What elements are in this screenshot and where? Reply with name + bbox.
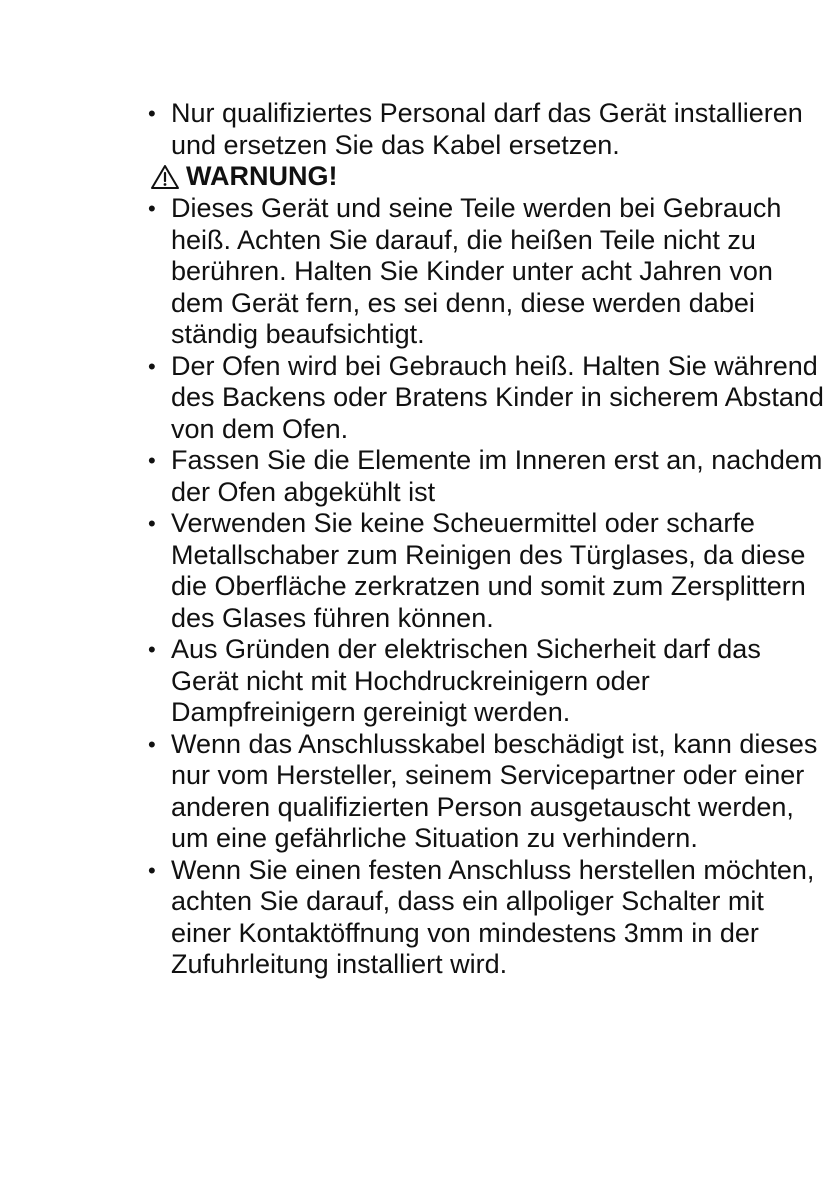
list-item xyxy=(146,634,826,729)
warning-label: WARNUNG! xyxy=(186,161,338,192)
list-item-text: Wenn Sie einen festen Anschluss herstellen möchten, achten Sie darauf, dass ein allpoliger Schalter mit einer Kontaktöffnung von mindestens 3mm in der Zufuhrleitung installiert wird. xyxy=(171,854,815,979)
bullet-list-intro xyxy=(146,98,826,161)
list-item-text: Wenn das Anschlusskabel beschädigt ist, kann dieses nur vom Hersteller, seinem Servicepartner oder einer anderen qualifizierten Person ausgetauscht werden, um eine gefährliche Situation zu verhindern. xyxy=(171,728,818,853)
bullet-dot: • xyxy=(148,637,156,662)
list-item-text: Aus Gründen der elektrischen Sicherheit darf das Gerät nicht mit Hochdruckreinigern oder Dampfreinigern gereinigt werden. xyxy=(171,634,761,727)
bullet-dot: • xyxy=(148,857,156,883)
list-item xyxy=(146,98,826,161)
list-item-text: Der Ofen wird bei Gebrauch heiß. Halten Sie während des Backens oder Bratens Kinder in sicherem Abstand von dem Ofen. xyxy=(171,350,824,444)
bullet-dot: • xyxy=(148,511,156,536)
bullet-dot: • xyxy=(148,101,156,126)
list-item xyxy=(146,445,826,508)
list-item-text: Dieses Gerät und seine Teile werden bei Gebrauch heiß. Achten Sie darauf, die heißen Teile nicht zu berühren. Halten Sie Kinder unter acht Jahren von dem Gerät fern, es sei denn, diese werden dabei ständig beaufsichtigt. xyxy=(171,193,782,349)
list-item-text: Verwenden Sie keine Scheuermittel oder scharfe Metallschaber zum Reinigen des Türglases, da diese die Oberfläche zerkratzen und somit zum Zersplittern des Glases führen können. xyxy=(171,508,806,633)
list-item xyxy=(146,351,826,446)
list-item xyxy=(146,729,826,855)
document-body xyxy=(146,98,826,981)
bullet-dot: • xyxy=(148,353,156,379)
list-item xyxy=(146,508,826,634)
bullet-dot: • xyxy=(148,196,156,221)
warning-heading xyxy=(146,161,826,193)
list-item xyxy=(146,855,826,981)
list-item-text: Fassen Sie die Elemente im Inneren erst an, nachdem der Ofen abgekühlt ist xyxy=(171,445,823,507)
bullet-dot: • xyxy=(148,448,156,473)
list-item xyxy=(146,193,826,351)
warning-triangle-icon xyxy=(150,164,180,190)
bullet-list-warnings xyxy=(146,193,826,981)
bullet-dot: • xyxy=(148,731,156,757)
list-item-text: Nur qualifiziertes Personal darf das Gerät installieren und ersetzen Sie das Kabel ersetzen. xyxy=(171,98,803,160)
